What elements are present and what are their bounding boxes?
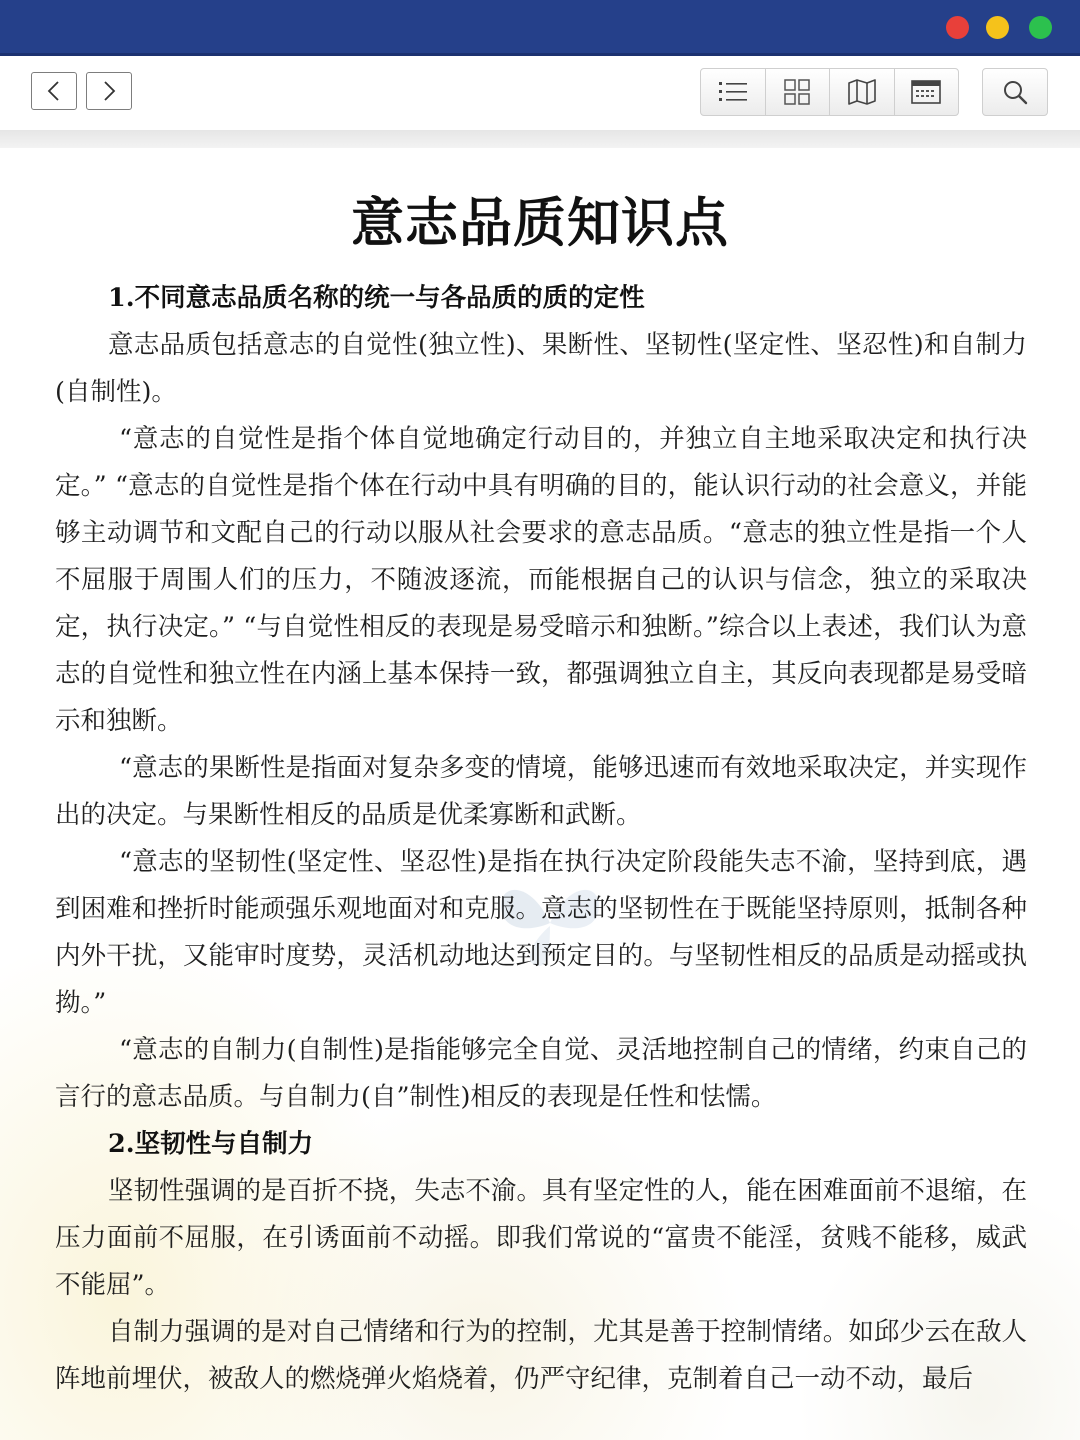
document-body bbox=[55, 275, 1027, 1403]
toolbar bbox=[0, 56, 1080, 130]
document-page bbox=[0, 148, 1080, 1440]
toolbar-divider bbox=[0, 130, 1080, 148]
back-button[interactable] bbox=[31, 72, 77, 110]
search-icon bbox=[1002, 79, 1028, 105]
forward-button[interactable] bbox=[86, 72, 132, 110]
calendar-icon bbox=[911, 79, 941, 105]
map-view-button[interactable] bbox=[830, 69, 895, 115]
search-button[interactable] bbox=[982, 68, 1048, 116]
grid-icon bbox=[784, 79, 810, 105]
section-heading: 1.不同意志品质名称的统一与各品质的质的定性 bbox=[108, 283, 645, 313]
window-close-button[interactable] bbox=[946, 16, 969, 39]
view-mode-group bbox=[700, 68, 959, 116]
map-icon bbox=[847, 79, 877, 105]
paragraph: 意志品质包括意志的自觉性(独立性)、果断性、坚韧性(坚定性、坚忍性)和自制力(自制性)。 bbox=[55, 330, 1027, 407]
chevron-left-icon bbox=[45, 80, 63, 102]
paragraph: “意志的果断性是指面对复杂多变的情境，能够迅速而有效地采取决定，并实现作出的决定。与果断性相反的品质是优柔寡断和武断。 bbox=[55, 753, 1027, 830]
paragraph: “意志的自制力(自制性)是指能够完全自觉、灵活地控制自己的情绪，约束自己的言行的意志品质。与自制力(自”制性)相反的表现是任性和怯懦。 bbox=[55, 1035, 1027, 1112]
paragraph: 自制力强调的是对自己情绪和行为的控制，尤其是善于控制情绪。如邱少云在敌人阵地前埋伏，被敌人的燃烧弹火焰烧着，仍严守纪律，克制着自己一动不动，最后 bbox=[55, 1317, 1027, 1394]
window-maximize-button[interactable] bbox=[1029, 16, 1052, 39]
list-icon bbox=[718, 80, 748, 104]
chevron-right-icon bbox=[100, 80, 118, 102]
list-view-button[interactable] bbox=[701, 69, 766, 115]
grid-view-button[interactable] bbox=[766, 69, 831, 115]
paragraph: “意志的坚韧性(坚定性、坚忍性)是指在执行决定阶段能失志不渝，坚持到底，遇到困难和挫折时能顽强乐观地面对和克服。意志的坚韧性在于既能坚持原则，抵制各种内外干扰，又能审时度势，灵活机动地达到预定目的。与坚韧性相反的品质是动摇或执拗。” bbox=[55, 847, 1027, 1018]
window-minimize-button[interactable] bbox=[986, 16, 1009, 39]
calendar-view-button[interactable] bbox=[895, 69, 959, 115]
paragraph: “意志的自觉性是指个体自觉地确定行动目的，并独立自主地采取决定和执行决定。” “意志的自觉性是指个体在行动中具有明确的目的，能认识行动的社会意义，并能够主动调节和文配自己的行动以服从社会要求的意志品质。“意志的独立性是指一个人不屈服于周围人们的压力，不随波逐流，而能根据自己的认识与信念，独立的采取决定，执行决定。” “与自觉性相反的表现是易受暗示和独断。”综合以上表述，我们认为意志的自觉性和独立性在内涵上基本保持一致，都强调独立自主，其反向表现都是易受暗示和独断。 bbox=[55, 424, 1027, 736]
document-title: 意志品质知识点 bbox=[351, 192, 729, 254]
paragraph: 坚韧性强调的是百折不挠，失志不渝。具有坚定性的人，能在困难面前不退缩，在压力面前不屈服，在引诱面前不动摇。即我们常说的“富贵不能淫，贫贱不能移，威武不能屈”。 bbox=[55, 1176, 1027, 1300]
window-title-bar bbox=[0, 0, 1080, 56]
section-heading: 2.坚韧性与自制力 bbox=[108, 1129, 314, 1159]
